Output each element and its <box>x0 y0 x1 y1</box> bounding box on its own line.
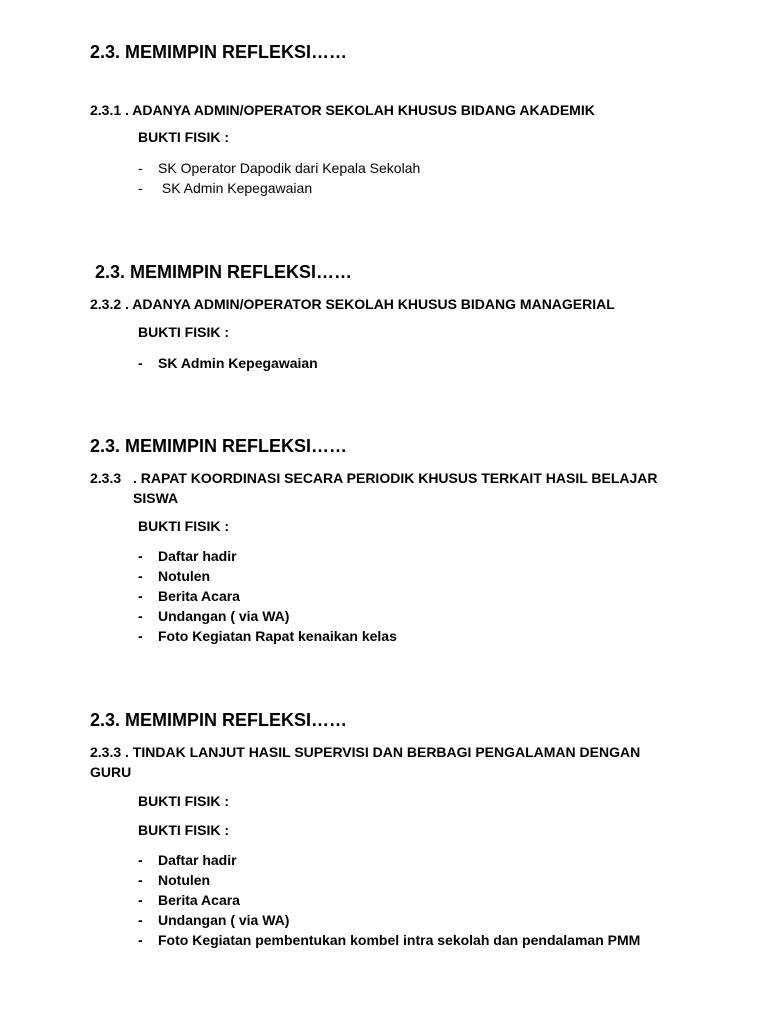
bukti-fisik-label-4b: BUKTI FISIK : <box>138 822 229 838</box>
bullet-dash: - <box>138 628 143 644</box>
subsection-text: . RAPAT KOORDINASI SECARA PERIODIK KHUSUS TERKAIT HASIL BELAJAR SISWA <box>133 470 658 506</box>
section-heading-3: 2.3. MEMIMPIN REFLEKSI…… <box>90 436 348 456</box>
list-item: - Notulen <box>138 872 211 888</box>
subsection-text: ADANYA ADMIN/OPERATOR SEKOLAH KHUSUS BIDANG AKADEMIK <box>132 102 595 118</box>
list-item: - Undangan ( via WA) <box>138 608 290 624</box>
bullet-dash: - <box>138 852 143 868</box>
list-item: - Berita Acara <box>138 588 240 604</box>
subsection-number: 2.3.2 . <box>90 296 129 312</box>
bukti-fisik-label-3: BUKTI FISIK : <box>138 518 229 534</box>
bukti-fisik-label-2: BUKTI FISIK : <box>138 324 229 340</box>
bullet-dash: - <box>138 892 143 908</box>
subsection-title-2 <box>90 294 710 314</box>
list-item: - Daftar hadir <box>138 548 237 564</box>
evidence-list-4 <box>138 850 658 950</box>
list-item: - Berita Acara <box>138 892 240 908</box>
section-heading-4: 2.3. MEMIMPIN REFLEKSI…… <box>90 710 348 730</box>
section-heading-2: 2.3. MEMIMPIN REFLEKSI…… <box>95 262 353 282</box>
list-item: - Daftar hadir <box>138 852 237 868</box>
evidence-list-2 <box>138 353 658 373</box>
bullet-dash: - <box>138 180 143 196</box>
subsection-number: 2.3.1 . <box>90 102 129 118</box>
bullet-dash: - <box>138 912 143 928</box>
list-item: - Undangan ( via WA) <box>138 912 290 928</box>
subsection-title-3 <box>90 468 690 508</box>
bullet-dash: - <box>138 608 143 624</box>
bullet-dash: - <box>138 568 143 584</box>
bullet-dash: - <box>138 932 143 948</box>
evidence-list-1 <box>138 158 658 198</box>
bullet-dash: - <box>138 355 143 371</box>
bukti-fisik-label-4a: BUKTI FISIK : <box>138 793 229 809</box>
list-item: - SK Admin Kepegawaian <box>138 180 313 196</box>
list-item: - Foto Kegiatan Rapat kenaikan kelas <box>138 628 397 644</box>
bullet-dash: - <box>138 872 143 888</box>
evidence-list-3 <box>138 546 658 646</box>
bullet-dash: - <box>138 548 143 564</box>
list-item: - SK Operator Dapodik dari Kepala Sekolah <box>138 160 421 176</box>
bukti-fisik-label-1: BUKTI FISIK : <box>138 129 229 145</box>
bullet-dash: - <box>138 160 143 176</box>
list-item: - Notulen <box>138 568 211 584</box>
list-item: - Foto Kegiatan pembentukan kombel intra sekolah dan pendalaman PMM <box>138 932 641 948</box>
list-item: - SK Admin Kepegawaian <box>138 355 318 371</box>
subsection-title-1 <box>90 100 690 120</box>
subsection-number: 2.3.3 <box>90 470 122 486</box>
bullet-dash: - <box>138 588 143 604</box>
section-heading-1: 2.3. MEMIMPIN REFLEKSI…… <box>90 42 348 62</box>
subsection-title-4: 2.3.3 . TINDAK LANJUT HASIL SUPERVISI DAN BERBAGI PENGALAMAN DENGAN GURU <box>90 744 641 780</box>
subsection-text: ADANYA ADMIN/OPERATOR SEKOLAH KHUSUS BIDANG MANAGERIAL <box>132 296 615 312</box>
